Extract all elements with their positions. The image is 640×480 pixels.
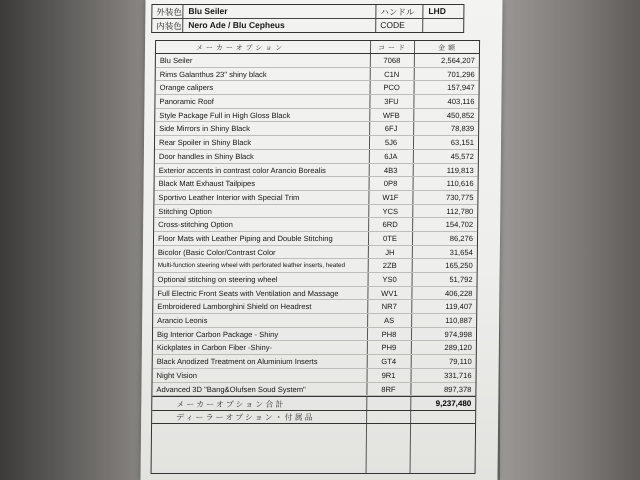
option-row	[153, 287, 476, 301]
handle-label: ハンドル	[380, 7, 415, 17]
option-row	[155, 109, 478, 123]
option-code: 2ZB	[382, 261, 397, 271]
option-code: YS0	[382, 275, 397, 284]
option-name: Sportivo Leather Interior with Special Trim	[158, 192, 300, 202]
handle-value: LHD	[428, 6, 446, 16]
option-row	[155, 122, 478, 136]
option-name: Optional stitching on steering wheel	[157, 275, 278, 284]
option-price: 450,852	[446, 110, 475, 120]
option-price: 406,228	[444, 288, 473, 298]
table-column-header	[156, 41, 479, 54]
option-row	[154, 232, 477, 246]
option-price: 86,276	[449, 233, 474, 243]
option-row	[154, 191, 477, 205]
option-row	[155, 136, 478, 150]
option-price: 112,780	[446, 206, 474, 216]
option-row	[153, 314, 476, 328]
option-name: Orange calipers	[159, 83, 214, 93]
option-row	[156, 68, 479, 82]
option-code: NR7	[381, 302, 397, 312]
background-left	[0, 0, 150, 480]
option-code: C1N	[384, 69, 400, 79]
vehicle-header-table	[151, 4, 464, 33]
option-code: 9R1	[381, 370, 396, 380]
option-code: 6FJ	[384, 124, 398, 134]
interior-value: Nero Ade / Blu Cepheus	[188, 20, 285, 30]
option-price: 730,775	[445, 192, 474, 202]
option-price: 331,716	[444, 370, 472, 380]
option-row	[154, 218, 477, 232]
option-name: Floor Mats with Leather Piping and Double Stitching	[157, 233, 333, 243]
option-row	[153, 355, 476, 369]
option-name: Big Interior Carbon Package - Shiny	[156, 329, 279, 339]
option-name: Blu Seiler	[159, 56, 193, 65]
option-code: WV1	[381, 288, 398, 298]
option-row	[155, 150, 478, 164]
option-rows	[152, 54, 479, 424]
option-code: 8RF	[381, 384, 396, 394]
option-name: Night Vision	[156, 370, 198, 380]
document-sheet	[140, 0, 502, 480]
option-name: Side Mirrors in Shiny Black	[159, 124, 250, 134]
option-price: 157,947	[447, 83, 475, 93]
option-code: 7068	[383, 56, 401, 65]
option-row	[155, 177, 478, 191]
option-price: 897,378	[443, 384, 472, 394]
option-row	[153, 369, 476, 383]
col-code-header: コード	[377, 45, 409, 52]
background-right	[500, 0, 640, 480]
option-price: 31,654	[449, 247, 473, 257]
option-name: Rear Spoiler in Shiny Black	[158, 138, 252, 148]
option-price: 110,887	[445, 316, 473, 326]
option-code: JH	[385, 247, 395, 257]
option-price: 110,616	[446, 179, 474, 189]
option-code: 5J6	[384, 138, 398, 148]
option-name: Exterior accents in contrast color Arancio Borealis	[158, 165, 326, 175]
option-price: 51,792	[449, 275, 473, 284]
options-table	[151, 40, 481, 474]
option-code: 0P8	[383, 179, 398, 189]
interior-row	[152, 19, 463, 32]
dealer-options-row	[152, 411, 475, 424]
option-row	[154, 273, 477, 287]
option-price: 701,296	[447, 69, 475, 79]
code-label: CODE	[380, 20, 405, 30]
col-option-header: メーカーオプション	[195, 45, 286, 52]
option-code: PCO	[383, 83, 400, 93]
option-code: 3FU	[384, 97, 399, 107]
option-name: Style Package Full in High Gloss Black	[159, 110, 291, 120]
option-row	[154, 205, 477, 219]
option-name: Advanced 3D "Bang&Olufsen Soud System"	[156, 384, 306, 394]
option-code: PH8	[381, 329, 397, 339]
option-price: 289,120	[444, 343, 472, 353]
option-name: Rims Galanthus 23" shiny black	[159, 69, 267, 79]
option-row	[153, 300, 476, 314]
option-price: 79,110	[449, 357, 472, 367]
option-name: Arancio Leonis	[157, 316, 208, 326]
option-name: Multi-function steering wheel with perforated leather inserts, heated	[157, 262, 346, 270]
option-code: GT4	[381, 357, 397, 367]
option-name: Door handles in Shiny Black	[158, 151, 254, 161]
option-code: 0TE	[383, 233, 398, 243]
option-name: Cross-stitching Option	[158, 220, 233, 230]
option-code: WFB	[382, 110, 400, 120]
option-name: Kickplates in Carbon Fiber -Shiny-	[156, 343, 273, 353]
options-total-value: 9,237,480	[435, 399, 472, 409]
option-price: 63,151	[450, 138, 475, 148]
option-price: 403,116	[447, 97, 475, 107]
option-row	[155, 164, 478, 178]
exterior-row	[152, 5, 463, 19]
option-name: Full Electric Front Seats with Ventilation and Massage	[157, 288, 339, 298]
option-row	[156, 81, 479, 95]
option-price: 119,407	[445, 302, 473, 312]
option-row	[156, 54, 479, 68]
option-row	[153, 328, 476, 342]
option-price: 2,564,207	[441, 56, 475, 65]
exterior-label: 外装色	[156, 7, 182, 17]
col-price-header: 金額	[437, 45, 459, 52]
dealer-options-label: ディーラーオプション・付属品	[176, 413, 315, 423]
option-code: AS	[384, 316, 395, 326]
option-name: Embroidered Lamborghini Shield on Headrest	[157, 302, 312, 312]
option-code: 4B3	[383, 165, 398, 175]
option-price: 78,839	[450, 124, 475, 134]
option-row	[154, 246, 477, 260]
option-price: 165,250	[445, 261, 473, 271]
option-row	[155, 95, 478, 109]
option-code: W1F	[382, 192, 399, 202]
option-row	[153, 341, 476, 355]
option-code: 6RD	[382, 220, 398, 230]
option-price: 154,702	[445, 220, 474, 230]
options-total-label: メーカーオプション合計	[176, 400, 286, 410]
option-name: Stitching Option	[158, 206, 212, 216]
option-code: YCS	[382, 206, 399, 216]
option-name: Black Anodized Treatment on Aluminium Inserts	[156, 357, 318, 367]
option-name: Bicolor (Basic Color/Contrast Color	[157, 247, 276, 257]
options-total-row	[152, 396, 475, 411]
interior-label: 内装色	[156, 21, 182, 31]
option-row	[152, 383, 475, 397]
option-name: Black Matt Exhaust Tailpipes	[158, 179, 256, 189]
option-row	[154, 259, 477, 273]
option-price: 974,998	[444, 329, 473, 339]
exterior-value: Blu Seiler	[188, 6, 228, 16]
option-name: Panoramic Roof	[159, 97, 214, 107]
option-code: 6JA	[384, 151, 398, 161]
option-price: 119,813	[446, 165, 474, 175]
option-price: 45,572	[450, 151, 474, 161]
option-code: PH9	[381, 343, 397, 353]
